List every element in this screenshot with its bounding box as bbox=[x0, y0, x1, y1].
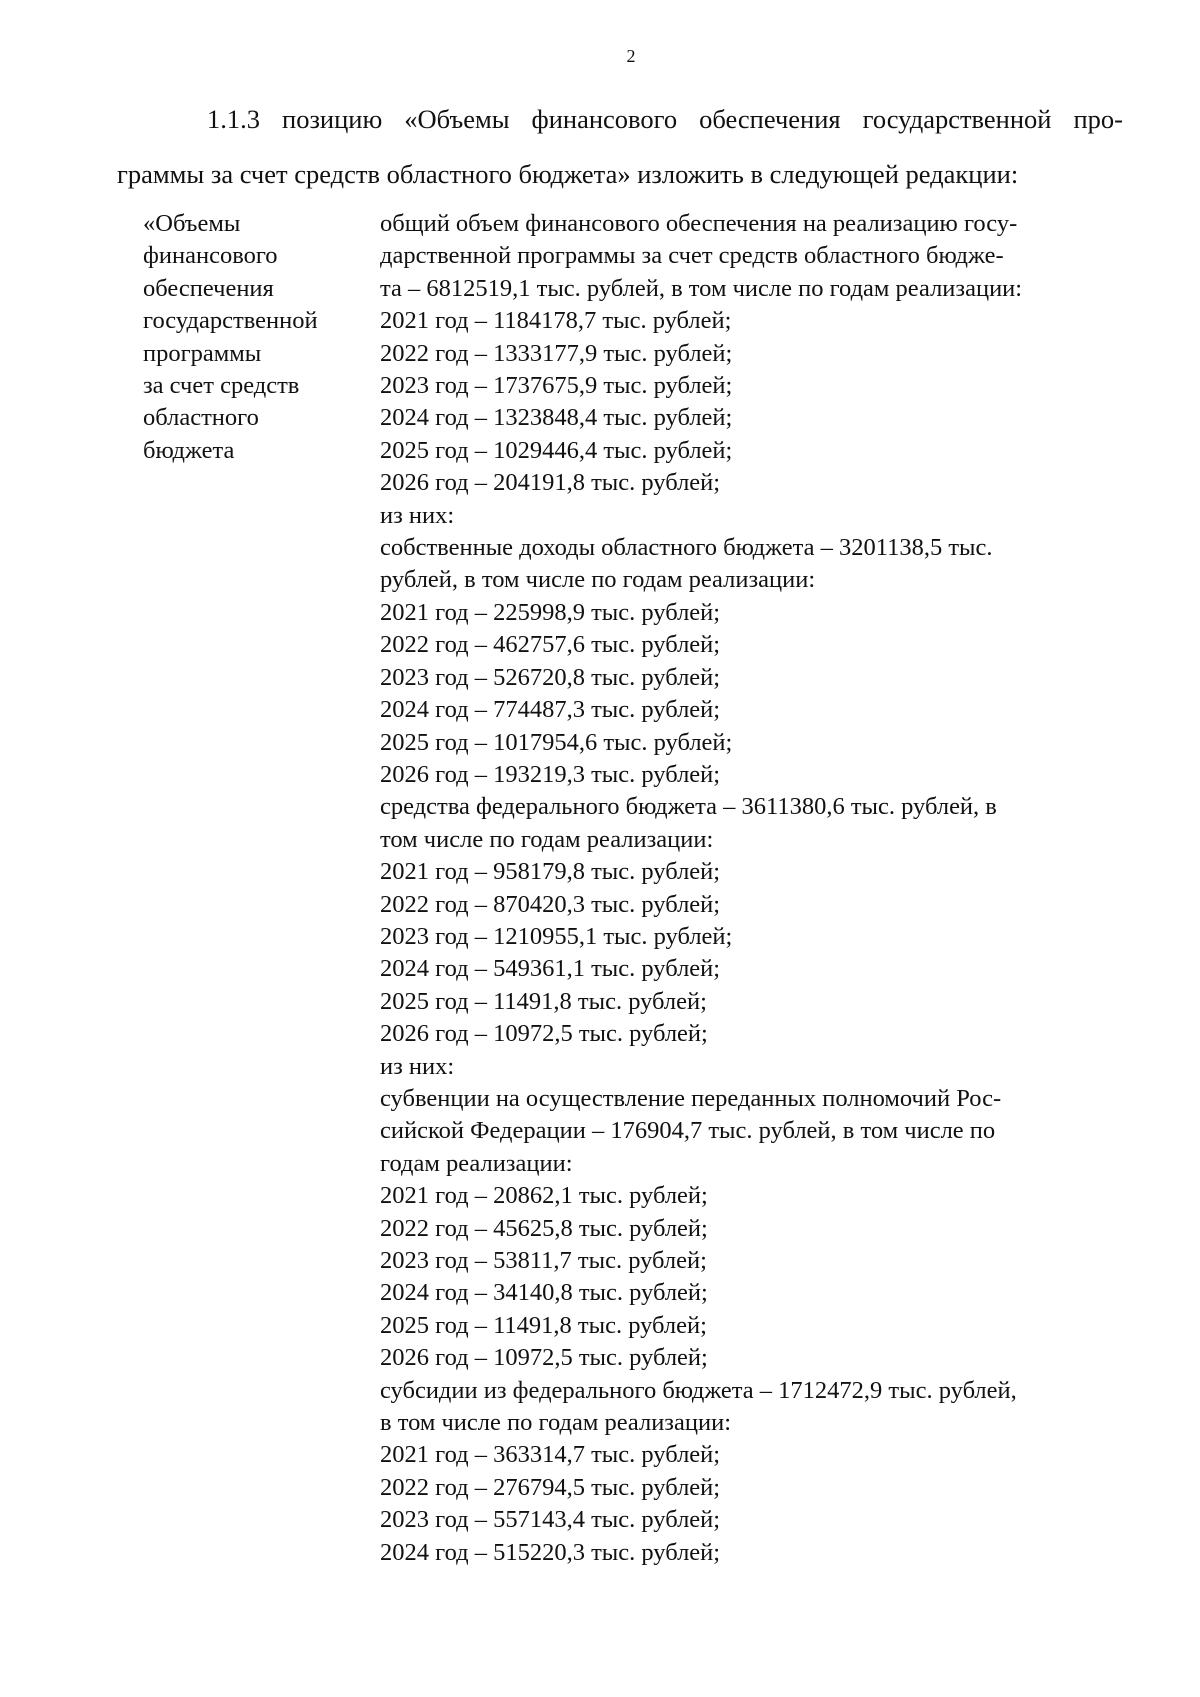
position-title-line: бюджета bbox=[143, 436, 235, 464]
funding-line: 2023 год – 557143,4 тыс. рублей; bbox=[380, 1506, 721, 1534]
funding-line: 2025 год – 1029446,4 тыс. рублей; bbox=[380, 436, 733, 464]
page-number: 2 bbox=[626, 46, 636, 66]
funding-line: 2023 год – 53811,7 тыс. рублей; bbox=[380, 1247, 707, 1274]
intro-line: граммы за счет средств областного бюджета» изложить в следующей редакции: bbox=[117, 159, 1019, 189]
funding-line: 2025 год – 1017954,6 тыс. рублей; bbox=[380, 728, 733, 756]
funding-line: общий объем финансового обеспечения на реализацию госу- bbox=[380, 210, 1018, 237]
position-title-line: обеспечения bbox=[143, 274, 274, 302]
funding-line: средства федерального бюджета – 3611380,6 тыс. рублей, в bbox=[380, 793, 997, 821]
funding-line: субвенции на осуществление переданных полномочий Рос- bbox=[380, 1084, 1002, 1112]
funding-line: 2022 год – 45625,8 тыс. рублей; bbox=[380, 1214, 708, 1242]
funding-line: 2024 год – 774487,3 тыс. рублей; bbox=[380, 696, 721, 724]
funding-line: 2026 год – 204191,8 тыс. рублей; bbox=[380, 469, 721, 497]
position-title-line: финансового bbox=[143, 242, 278, 270]
funding-line: 2024 год – 1323848,4 тыс. рублей; bbox=[380, 404, 733, 432]
position-title-line: за счет средств bbox=[143, 372, 300, 400]
funding-line: 2022 год – 1333177,9 тыс. рублей; bbox=[380, 339, 733, 367]
funding-line: 2021 год – 20862,1 тыс. рублей; bbox=[380, 1182, 708, 1210]
funding-line: том числе по годам реализации: bbox=[380, 825, 714, 853]
funding-line: из них: bbox=[380, 1052, 455, 1080]
funding-line: 2026 год – 10972,5 тыс. рублей; bbox=[380, 1344, 708, 1372]
funding-details-column bbox=[380, 208, 1022, 1569]
position-title-column bbox=[143, 208, 318, 467]
funding-line: 2021 год – 225998,9 тыс. рублей; bbox=[380, 598, 721, 626]
funding-line: 2022 год – 276794,5 тыс. рублей; bbox=[380, 1473, 721, 1501]
position-title-line: областного bbox=[143, 404, 259, 432]
funding-line: 2022 год – 870420,3 тыс. рублей; bbox=[380, 890, 721, 918]
funding-line: 2021 год – 958179,8 тыс. рублей; bbox=[380, 858, 721, 886]
funding-line: 2023 год – 526720,8 тыс. рублей; bbox=[380, 663, 721, 691]
funding-line: 2024 год – 34140,8 тыс. рублей; bbox=[380, 1279, 708, 1307]
funding-line: дарственной программы за счет средств областного бюдже- bbox=[380, 242, 1004, 270]
intro-paragraph bbox=[117, 92, 1123, 202]
funding-line: 2021 год – 363314,7 тыс. рублей; bbox=[380, 1441, 721, 1469]
funding-line: 2026 год – 193219,3 тыс. рублей; bbox=[380, 760, 721, 788]
funding-line: 2023 год – 1210955,1 тыс. рублей; bbox=[380, 922, 733, 950]
funding-line: годам реализации: bbox=[380, 1149, 573, 1177]
funding-line: 2024 год – 515220,3 тыс. рублей; bbox=[380, 1538, 721, 1566]
position-title-line: «Объемы bbox=[143, 210, 241, 237]
position-title-line: государственной bbox=[143, 307, 318, 335]
funding-line: в том числе по годам реализации: bbox=[380, 1409, 732, 1437]
intro-line: 1.1.3 позицию «Объемы финансового обеспечения государственной про- bbox=[207, 104, 1123, 134]
funding-line: рублей, в том числе по годам реализации: bbox=[380, 566, 816, 594]
funding-line: 2025 год – 11491,8 тыс. рублей; bbox=[380, 987, 707, 1015]
position-title-line: программы bbox=[143, 339, 262, 367]
funding-line: из них: bbox=[380, 501, 455, 529]
funding-line: 2023 год – 1737675,9 тыс. рублей; bbox=[380, 372, 733, 400]
funding-line: 2026 год – 10972,5 тыс. рублей; bbox=[380, 1020, 708, 1048]
funding-line: субсидии из федерального бюджета – 1712472,9 тыс. рублей, bbox=[380, 1376, 1017, 1404]
funding-line: 2024 год – 549361,1 тыс. рублей; bbox=[380, 955, 721, 983]
funding-line: собственные доходы областного бюджета – 3201138,5 тыс. bbox=[380, 534, 993, 562]
funding-line: 2021 год – 1184178,7 тыс. рублей; bbox=[380, 307, 732, 335]
funding-line: 2022 год – 462757,6 тыс. рублей; bbox=[380, 631, 721, 659]
funding-line: та – 6812519,1 тыс. рублей, в том числе по годам реализации: bbox=[380, 274, 1023, 302]
funding-line: 2025 год – 11491,8 тыс. рублей; bbox=[380, 1311, 707, 1339]
funding-line: сийской Федерации – 176904,7 тыс. рублей, в том числе по bbox=[380, 1117, 996, 1145]
